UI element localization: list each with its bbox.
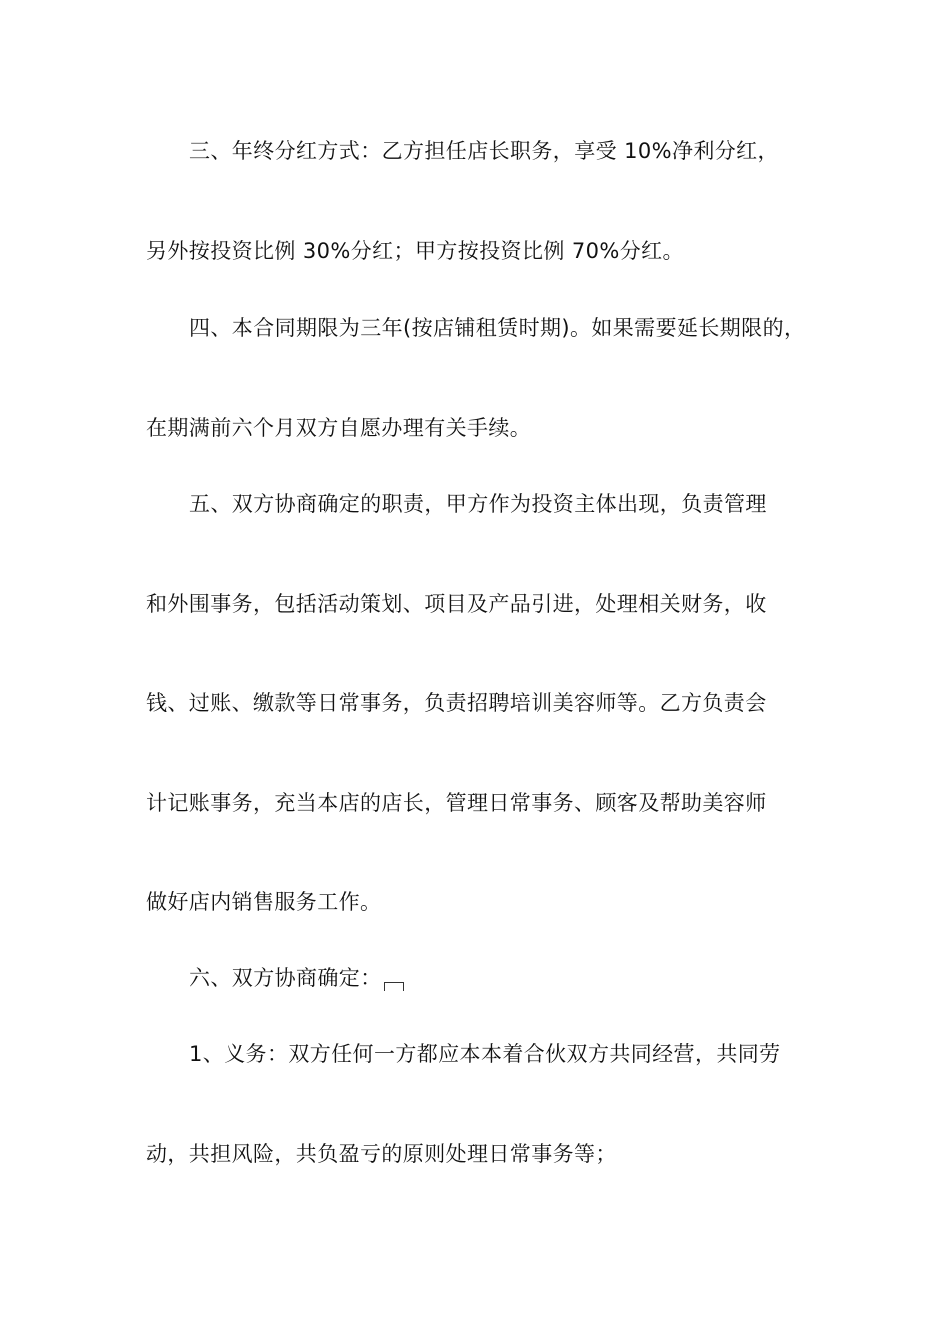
text-line-7: 钱、过账、缴款等日常事务，负责招聘培训美容师等。乙方负责会 bbox=[146, 691, 767, 715]
text-line-8: 计记账事务，充当本店的店长，管理日常事务、顾客及帮助美容师 bbox=[146, 791, 767, 815]
text-line-11: 1、义务：双方任何一方都应本本着合伙双方共同经营，共同劳 bbox=[189, 1042, 781, 1066]
text-line-10-text: 六、双方协商确定： bbox=[189, 966, 382, 990]
text-line-2: 另外按投资比例 30%分红；甲方按投资比例 70%分红。 bbox=[146, 239, 684, 263]
text-line-12: 动，共担风险，共负盈亏的原则处理日常事务等； bbox=[146, 1142, 617, 1166]
text-line-10 bbox=[189, 964, 869, 992]
text-line-1: 三、年终分红方式：乙方担任店长职务，享受 10%净利分红， bbox=[189, 139, 779, 163]
text-line-5: 五、双方协商确定的职责，甲方作为投资主体出现，负责管理 bbox=[189, 492, 767, 516]
bracket-mark-icon bbox=[384, 982, 404, 991]
text-line-6: 和外围事务，包括活动策划、项目及产品引进，处理相关财务，收 bbox=[146, 592, 767, 616]
text-line-4: 在期满前六个月双方自愿办理有关手续。 bbox=[146, 416, 532, 440]
text-line-9: 做好店内销售服务工作。 bbox=[146, 890, 382, 914]
text-line-3: 四、本合同期限为三年(按店铺租赁时期)。如果需要延长期限的， bbox=[189, 316, 806, 340]
